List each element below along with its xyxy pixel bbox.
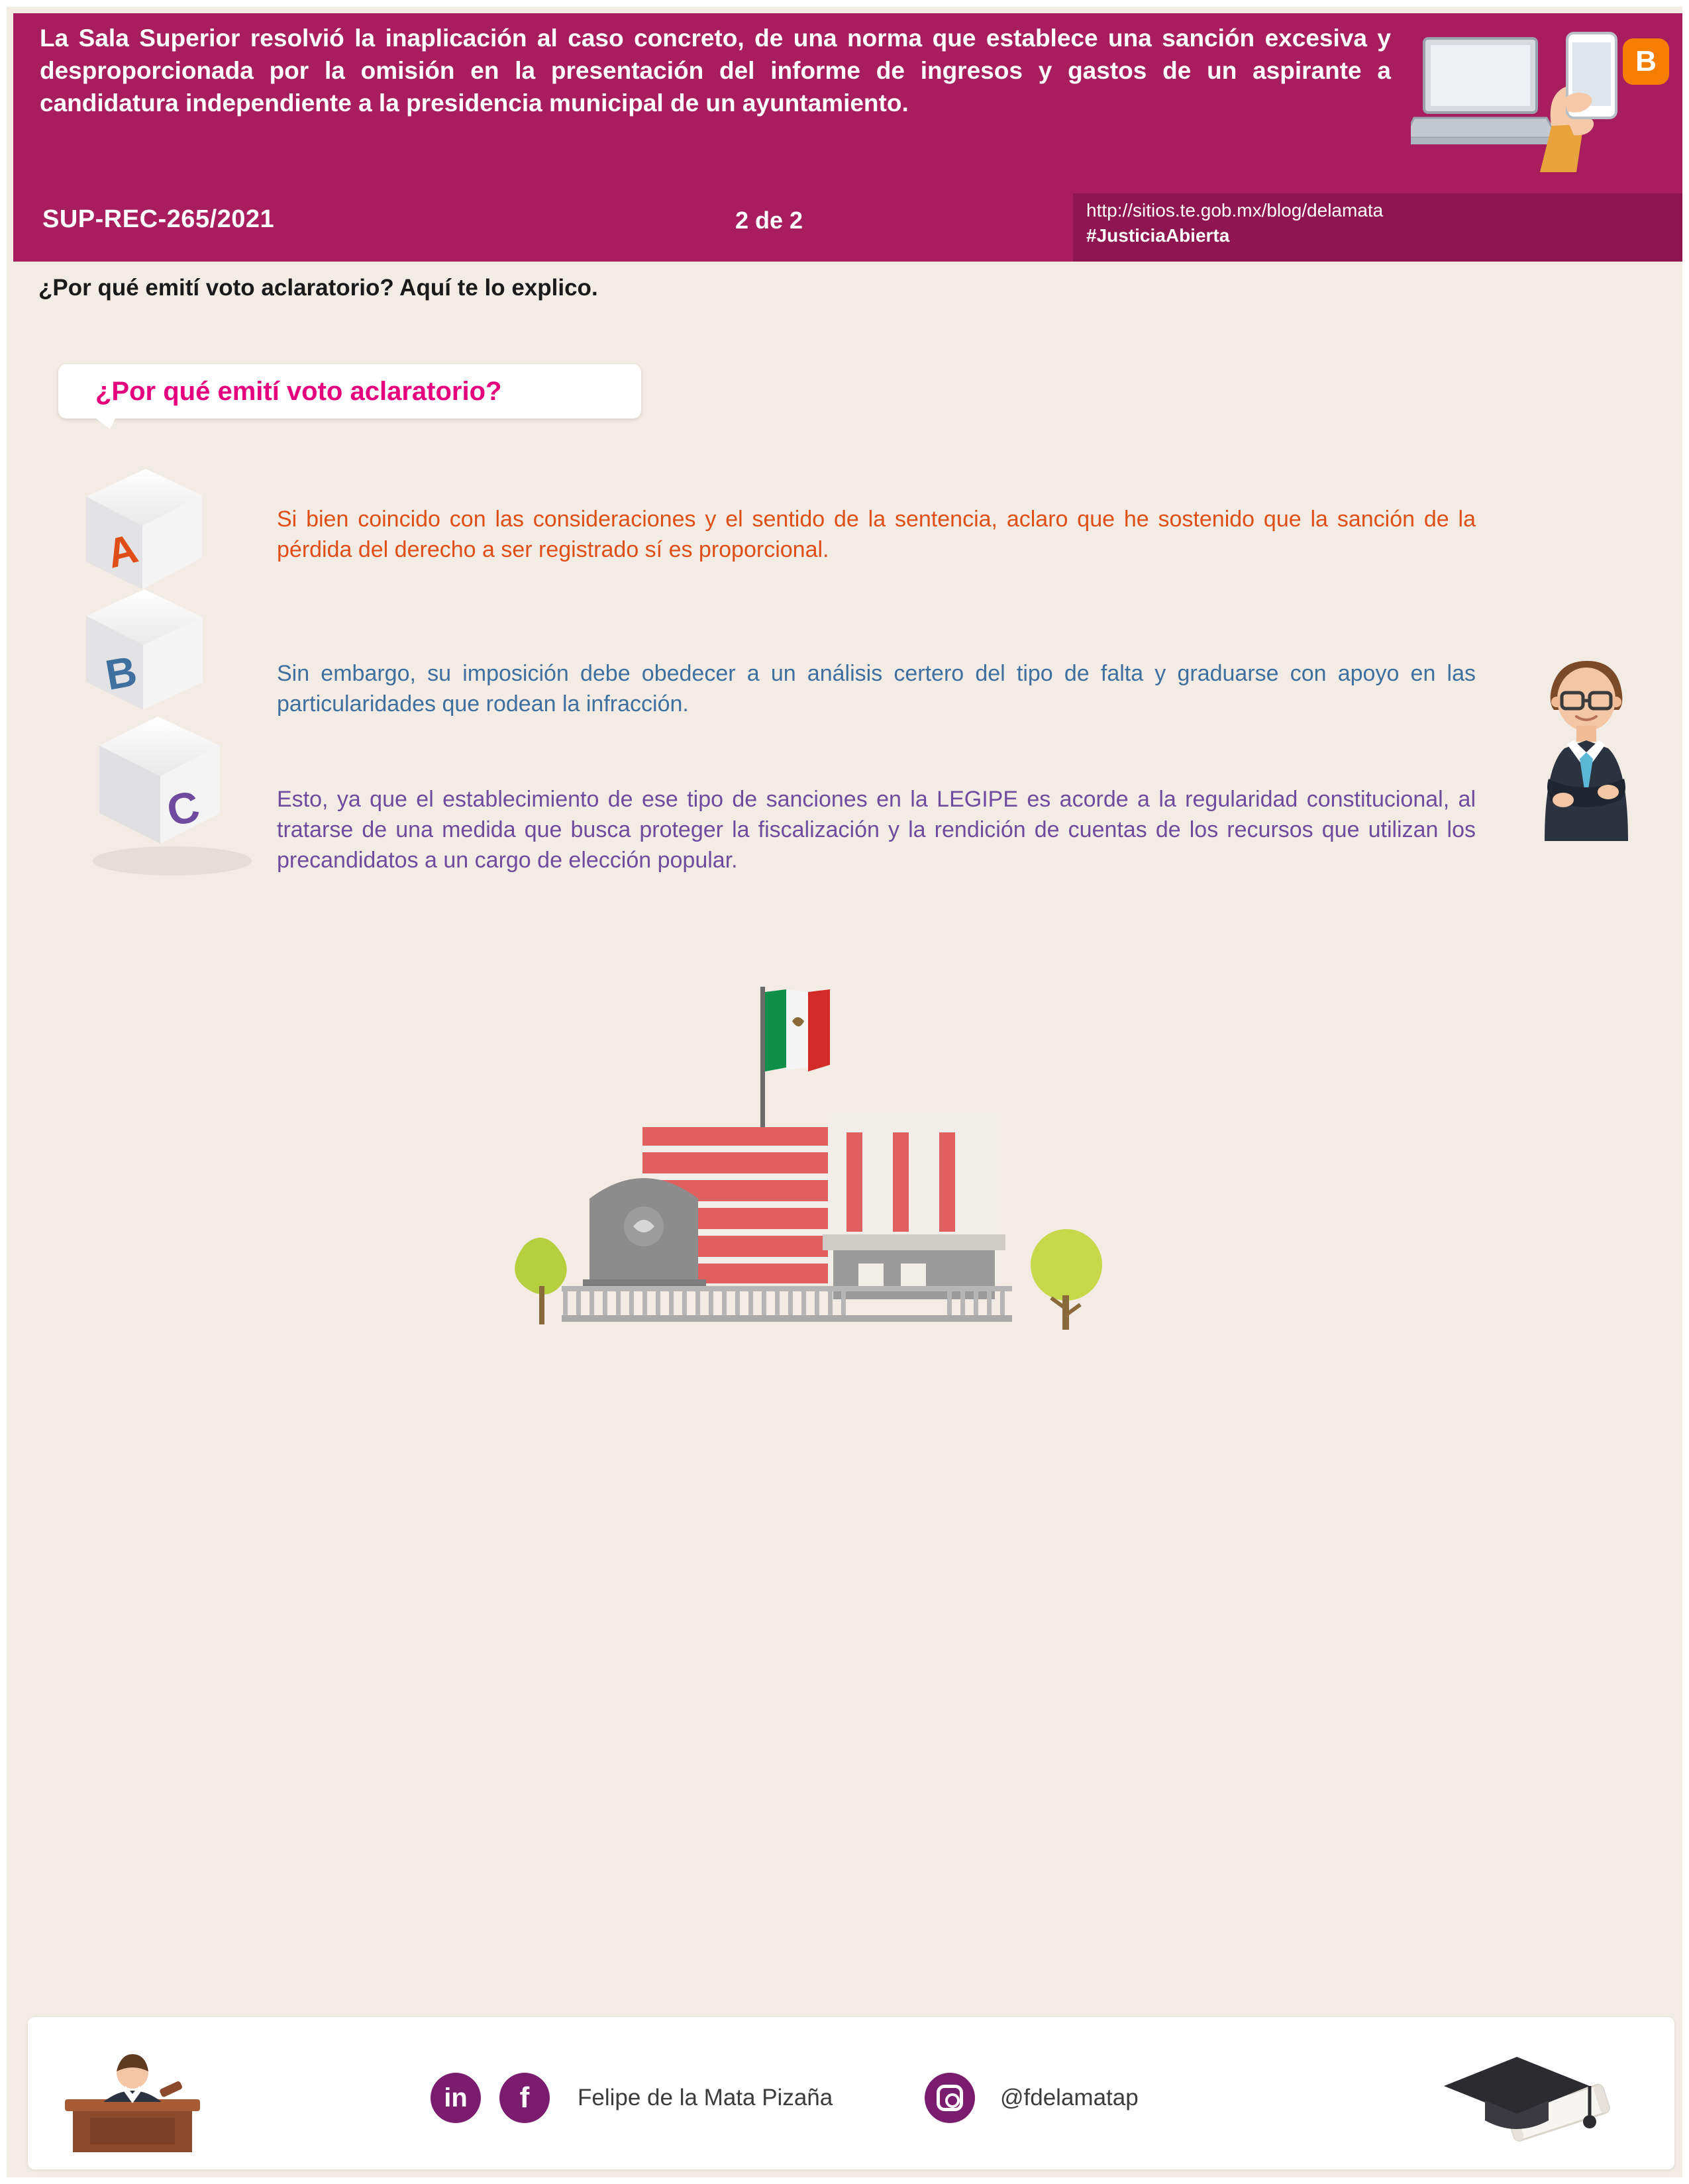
header-summary-text: La Sala Superior resolvió la inaplicación al caso concreto, de una norma que establece una sanción excesiva y desproporcionada por la omisión en la presentación del informe de ingresos y gastos de un aspirante a candidatura independiente a la presidencia municipal de un ayuntamiento. — [40, 25, 1391, 117]
paragraph-2: Sin embargo, su imposición debe obedecer a un análisis certero del tipo de falta y graduarse con apoyo en las particularidades que rodean la infracción. — [277, 661, 1476, 717]
paragraph-1: Si bien coincido con las consideraciones y el sentido de la sentencia, aclaro que he sostenido que la sanción de la pérdida del derecho a ser registrado sí es proporcional. — [277, 507, 1476, 562]
footer-handle[interactable]: @fdelamatap — [1000, 2085, 1139, 2110]
blogger-icon[interactable]: B — [1623, 38, 1669, 85]
page-indicator: 2 de 2 — [735, 207, 803, 234]
facebook-icon[interactable]: f — [499, 2073, 550, 2123]
abc-cubes-illustration — [73, 457, 258, 934]
paragraph-3: Esto, ya que el establecimiento de ese tipo de sanciones en la LEGIPE es acorde a la regularidad constitucional, al tratarse de una medida que busca proteger la fiscalización y la rendición de cuentas de los recursos que utilizan los precandidatos a un cargo de elección popular. — [277, 787, 1476, 873]
laptop-hand-illustration — [1411, 20, 1643, 172]
blog-url[interactable]: http://sitios.te.gob.mx/blog/delamata — [1086, 200, 1384, 221]
case-number: SUP-REC-265/2021 — [42, 205, 275, 233]
header-banner — [13, 13, 1689, 262]
footer-name: Felipe de la Mata Pizaña — [578, 2085, 833, 2110]
government-building-illustration — [484, 980, 1186, 1377]
judge-illustration — [60, 2044, 205, 2163]
question-bubble — [58, 364, 641, 419]
intro-line: ¿Por qué emití voto aclaratorio? Aquí te lo explico. — [38, 275, 598, 301]
linkedin-icon[interactable]: in — [431, 2073, 481, 2123]
svg-text:C: C — [162, 781, 204, 836]
svg-text:B: B — [101, 646, 140, 699]
man-illustration — [1510, 642, 1663, 841]
svg-text:A: A — [102, 525, 142, 577]
hashtag: #JusticiaAbierta — [1086, 225, 1230, 246]
instagram-icon[interactable] — [925, 2073, 975, 2123]
graduation-cap-illustration — [1424, 2040, 1623, 2165]
question-bubble-text: ¿Por qué emití voto aclaratorio? — [95, 376, 502, 406]
instagram-glyph — [937, 2085, 963, 2111]
